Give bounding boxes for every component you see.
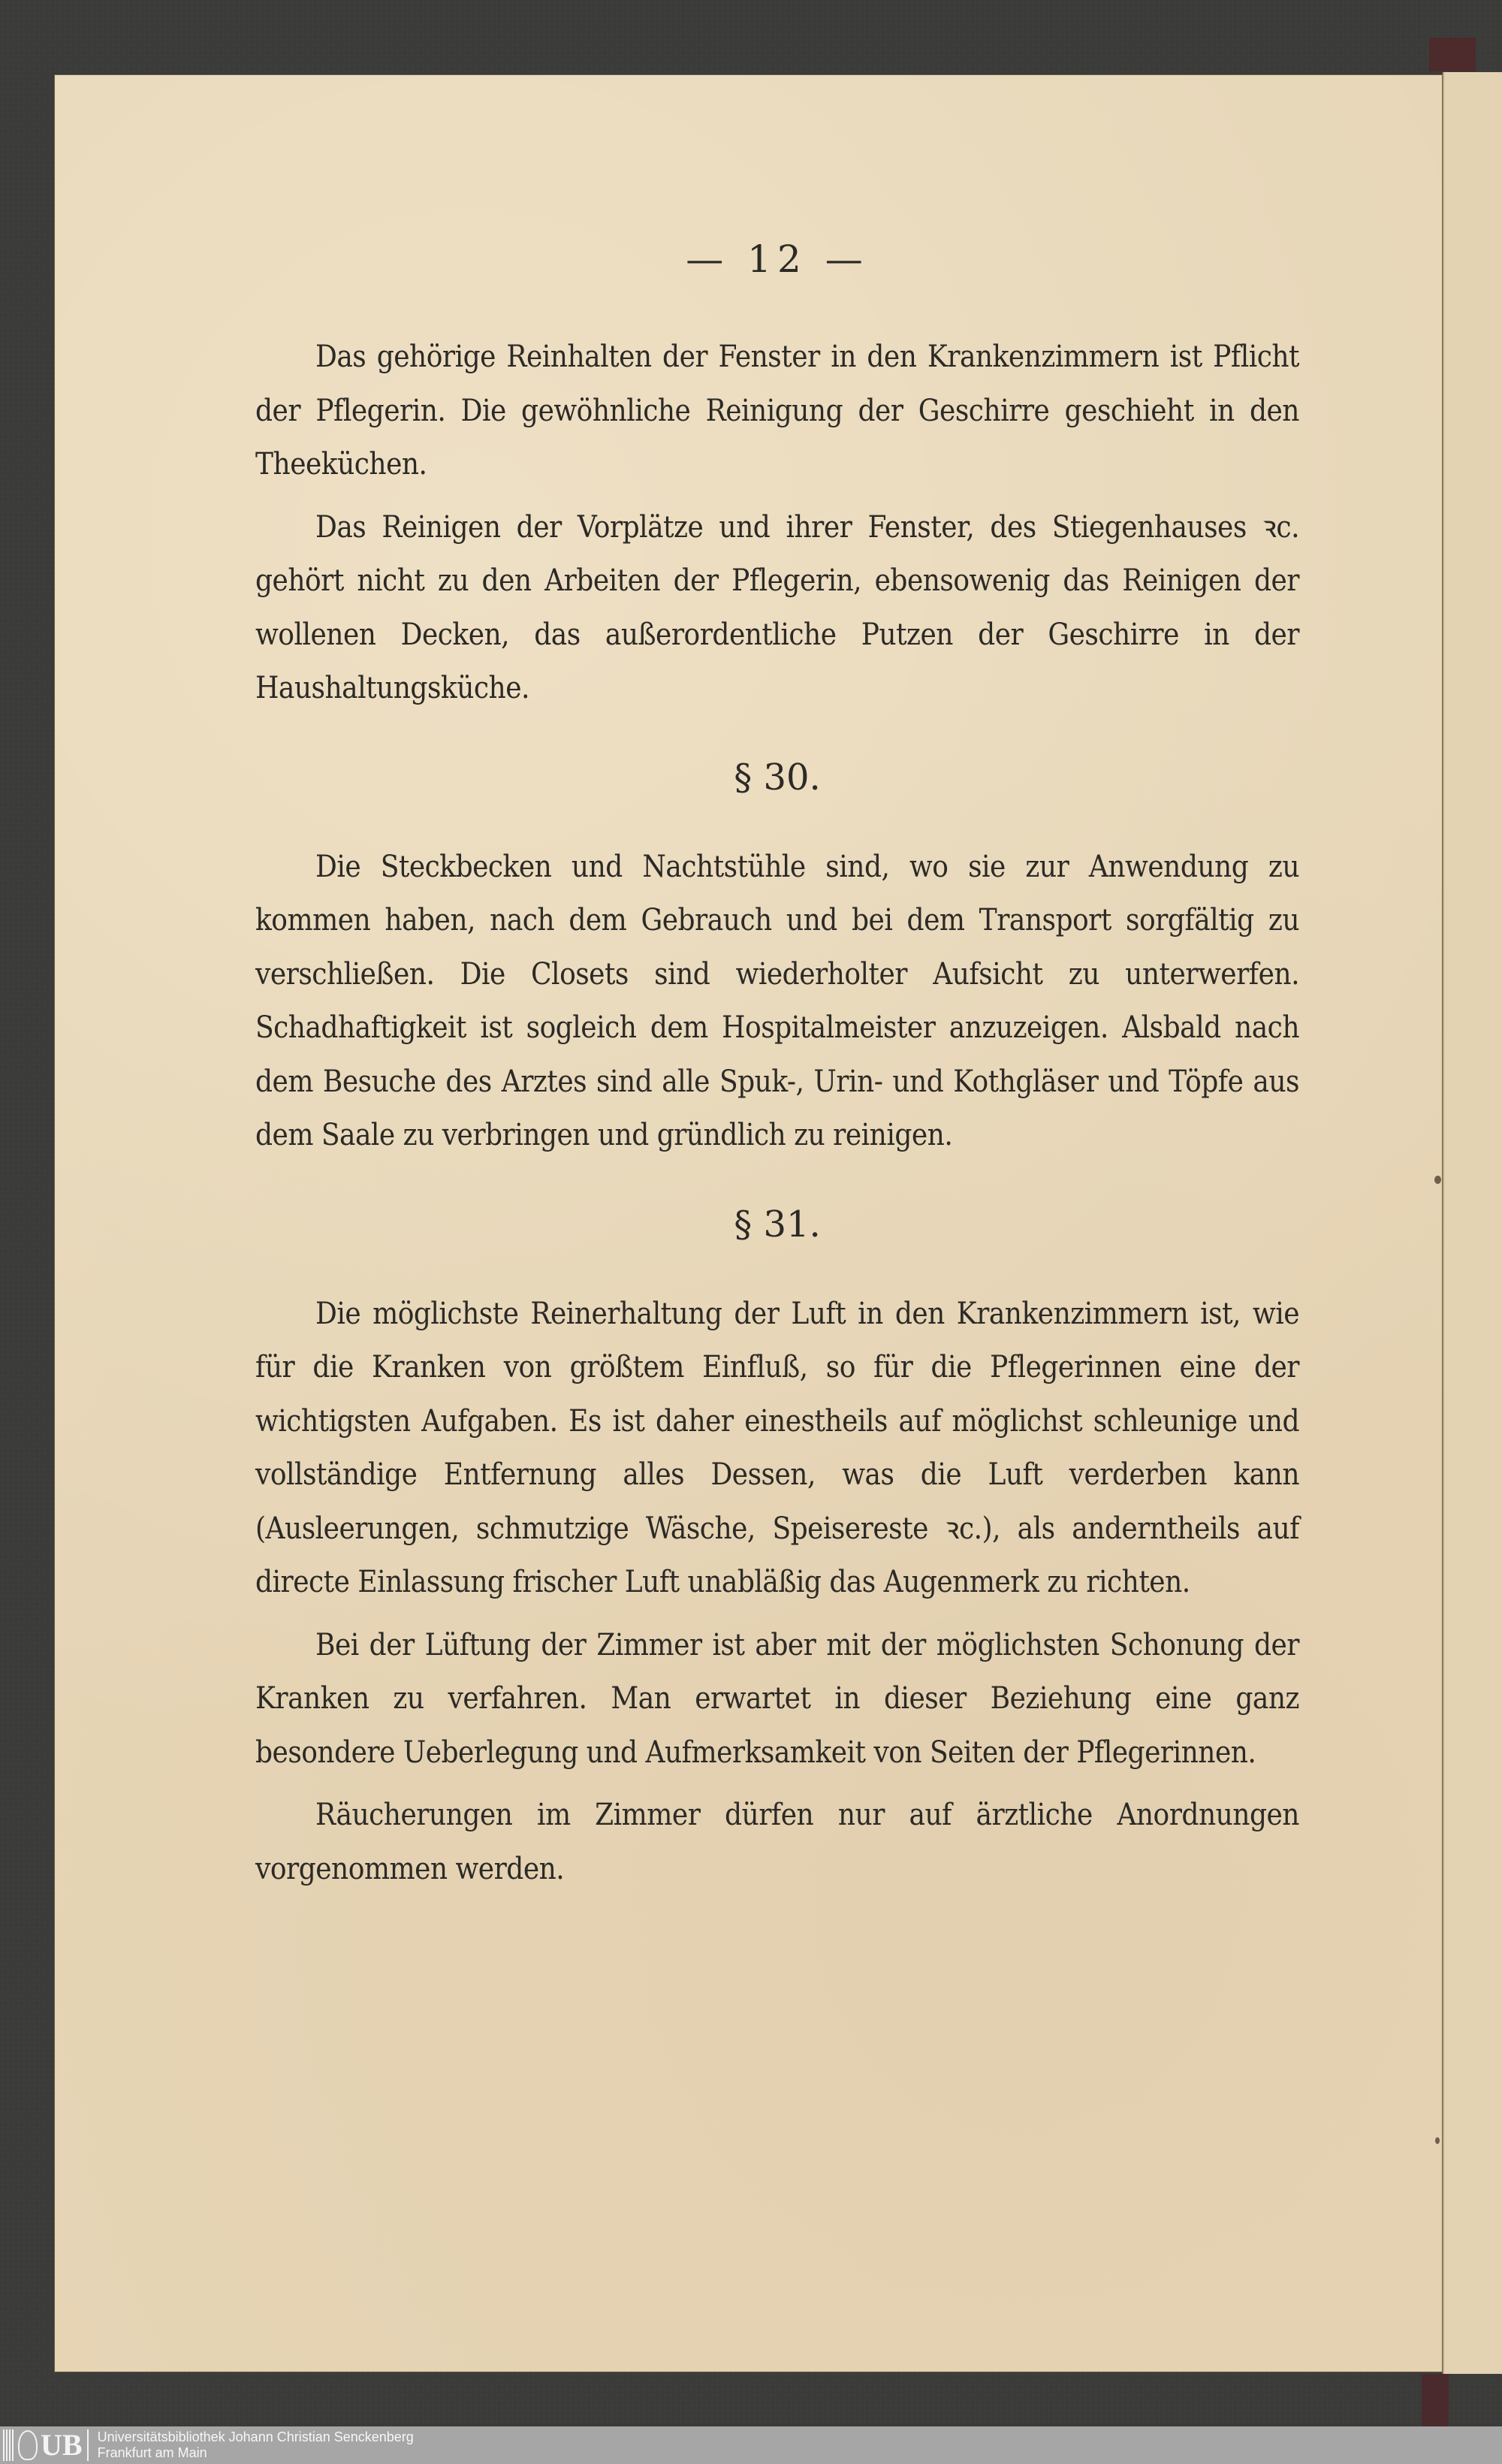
book-spines-icon	[3, 2429, 14, 2461]
paragraph: Die Steckbecken und Nachtstühle sind, wo sie zur Anwendung zu kommen haben, nach dem Gebrauch und bei dem Transport sorgfältig zu verschließen. Die Closets sind wiederholter Aufsicht zu unterwerfen. Schadhaftigkeit ist sogleich dem Hospitalmeister anzuzeigen. Alsbald nach dem Besuche des Arztes sind alle Spuk-, Urin- und Kothgläser und Töpfe aus dem Saale zu verbringen und gründlich zu reinigen.	[255, 849, 1299, 1152]
logo-text: UB	[41, 2428, 83, 2462]
paragraph: Bei der Lüftung der Zimmer ist aber mit der möglichsten Schonung der Kranken zu verfahren. Man erwartet in dieser Beziehung eine ganz besondere Ueberlegung und Aufmerksamkeit von Seiten der Pflegerinnen.	[255, 1627, 1299, 1770]
paragraph: Räucherungen im Zimmer dürfen nur auf ärztliche Anordnungen vorgenommen werden.	[255, 1798, 1299, 1886]
page-text	[255, 237, 1299, 1896]
paper-stain	[1434, 1176, 1441, 1184]
binding-spine-top	[1429, 38, 1476, 71]
portrait-icon	[18, 2430, 38, 2460]
logo-divider	[87, 2429, 89, 2461]
institution-name: Universitätsbibliothek Johann Christian Senckenberg	[97, 2429, 414, 2444]
library-footer-bar	[0, 2426, 1502, 2464]
page-number: — 12 —	[686, 237, 869, 281]
institution-location: Frankfurt am Main	[97, 2445, 207, 2460]
binding-spine-bottom	[1422, 2374, 1449, 2426]
section-heading-31: § 31.	[734, 1203, 821, 1246]
institution-credit	[98, 2429, 414, 2461]
section-heading-30: § 30.	[734, 756, 821, 799]
paragraph: Das Reinigen der Vorplätze und ihrer Fenster, des Stiegenhauses ꝛc. gehört nicht zu den Arbeiten der Pflegerin, ebensowenig das Reinigen der wollenen Decken, das außerordentliche Putzen der Geschirre in der Haushaltungsküche.	[255, 509, 1299, 705]
paper-stain	[1435, 2137, 1440, 2144]
ub-logo	[0, 2426, 89, 2464]
adjacent-page-edge	[1443, 72, 1502, 2374]
paragraph: Die möglichste Reinerhaltung der Luft in den Krankenzimmern ist, wie für die Kranken von größtem Einfluß, so für die Pflegerinnen eine der wichtigsten Aufgaben. Es ist daher einestheils auf möglichst schleunige und vollständige Entfernung alles Dessen, was die Luft verderben kann (Ausleerungen, schmutzige Wäsche, Speisereste ꝛc.), als anderntheils auf directe Einlassung frischer Luft unabläßig das Augenmerk zu richten.	[255, 1296, 1299, 1599]
paragraph: Das gehörige Reinhalten der Fenster in den Krankenzimmern ist Pflicht der Pflegerin. Die gewöhnliche Reinigung der Geschirre geschieht in den Theeküchen.	[255, 340, 1299, 482]
